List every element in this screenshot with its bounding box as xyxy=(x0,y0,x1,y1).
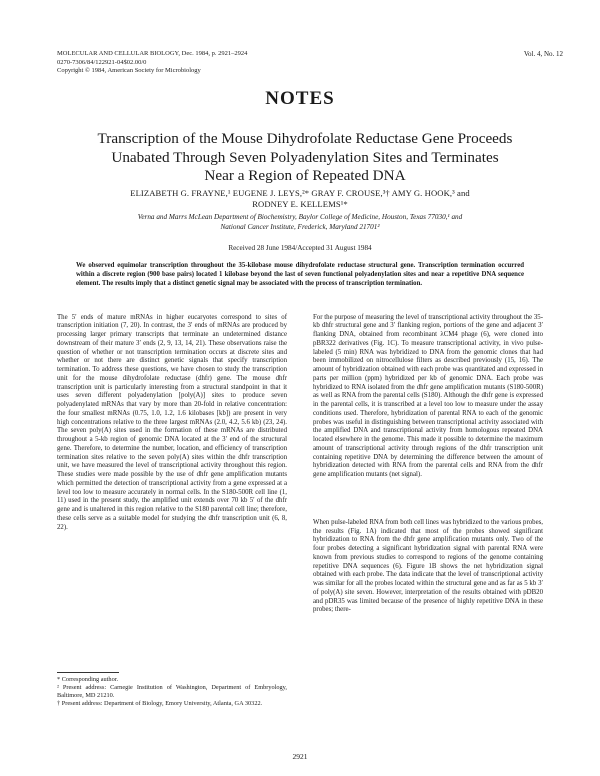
journal-citation-line: MOLECULAR AND CELLULAR BIOLOGY, Dec. 1984, p. 2921–2924 xyxy=(57,50,248,57)
body-paragraph: The 5′ ends of mature mRNAs in higher eucaryotes correspond to sites of transcription initiation (7, 20). In contrast, the 3′ ends of mRNAs are produced by processing larger primary transcripts that terminate an undetermined distance downstream of their mature 3′ ends (2, 9, 13, 14, 21). These observations raise the question of whether or not transcription termination occurs at discrete sites and whether or not there are distinct genetic signals that specify transcription termination. To address these questions, we have chosen to study the transcription unit for the mouse dihydrofolate reductase (dhfr) gene. The mouse dhfr transcription unit is particularly interesting from a structural standpoint in that it uses seven different polyadenylation [poly(A)] sites to produce seven polyadenylated mRNAs that vary by more than 20-fold in relative concentration: the four smallest mRNAs (0.75, 1.0, 1.2, 1.6 kilobases [kb]) are present in very high concentrations relative to the three largest mRNAs (2.0, 4.2, 5.6 kb) (23, 24). The seven poly(A) sites used in the formation of these mRNAs are distributed throughout a 5-kb region of genomic DNA located at the 3′ end of the structural gene. Therefore, to determine the number, location, and efficiency of transcription termination sites relative to the seven poly(A) sites within the dhfr transcription unit, we have measured the level of transcriptional activity throughout this region. These studies were made possible by the use of dhfr gene amplification mutants which permitted the detection of transcriptional activity from a gene expressed at a level too low to measure accurately in normal cells. In the S180-500R cell line (1, 11) used in the present study, the amplified unit extends over 70 kb 5′ of the dhfr gene and is unaltered in this region relative to the S180 parental cell line; therefore, these cells serve as a suitable model for studying the dhfr transcription unit (6, 8, 22). xyxy=(57,313,289,531)
author-line: RODNEY E. KELLEMS¹* xyxy=(252,199,348,209)
received-date: Received 28 June 1984/Accepted 31 August 1984 xyxy=(228,244,372,252)
journal-issn-line: 0270-7306/84/122921-04$02.00/0 xyxy=(57,58,147,66)
title-line: Near a Region of Repeated DNA xyxy=(204,167,406,184)
journal-citation xyxy=(57,50,397,76)
section-heading: NOTES xyxy=(265,88,335,109)
article-title xyxy=(55,130,555,186)
body-column-right xyxy=(313,296,543,633)
affiliation-line: Verna and Marrs McLean Department of Biochemistry, Baylor College of Medicine, Houston, Texas 77030,¹ and xyxy=(137,213,463,221)
title-line: Transcription of the Mouse Dihydrofolate Reductase Gene Proceeds xyxy=(97,130,513,147)
footnotes xyxy=(57,676,287,708)
author-list xyxy=(60,188,540,210)
affiliation-line: National Cancer Institute, Frederick, Maryland 21701² xyxy=(220,223,380,231)
body-column-left xyxy=(57,296,287,550)
journal-copyright-line: Copyright © 1984, American Society for Microbiology xyxy=(57,67,201,74)
abstract: We observed equimolar transcription throughout the 35-kilobase mouse dihydrofolate reductase structural gene. Transcription termination occurred within a discrete region (900 base pairs) located 1 kilobase beyond the last of seven functional polyadenylation sites and near a repetitive DNA sequence element. The results imply that a distinct genetic signal may be associated with the process of transcription termination. xyxy=(76,262,524,287)
footnote: † Present address: Department of Biology, Emory University, Atlanta, GA 30322. xyxy=(57,700,263,707)
body-paragraph: When pulse-labeled RNA from both cell lines was hybridized to the various probes, the results (Fig. 1A) indicated that most of the probes showed significant hybridization to RNA from the dhfr gene amplification mutants only. Two of the four probes detecting a significant hybridization signal with parental RNA were known from previous studies to correspond to regions of the genome containing repetitive DNA sequences (6). Figure 1B shows the net hybridization signal obtained with each probe. The data indicate that the level of transcriptional activity was similar for all the probes located within the structural gene and as far as 5 kb 3′ of poly(A) site seven. However, interpretation of the results obtained with pDB20 and pDR35 was limited because of the presence of highly repetitive DNA in these probes; there- xyxy=(313,518,545,614)
title-line: Unabated Through Seven Polyadenylation Sites and Terminates xyxy=(111,148,499,166)
volume-number: Vol. 4, No. 12 xyxy=(523,50,563,58)
page-number: 2921 xyxy=(292,752,308,761)
footnote-divider xyxy=(57,672,119,673)
author-line: ELIZABETH G. FRAYNE,¹ EUGENE J. LEYS,²* GRAY F. CROUSE,³† AMY G. HOOK,³ and xyxy=(130,188,470,198)
footnote: * Corresponding author. xyxy=(57,676,119,683)
body-paragraph: For the purpose of measuring the level of transcriptional activity throughout the 35-kb dhfr structural gene and 3′ flanking region, portions of the gene and adjacent 3′ flanking DNA, obtained from recombinant λCM4 phage (6), were cloned into pBR322 derivatives (Fig. 1C). To measure transcriptional activity, in vivo pulse-labeled (5 min) RNA was hybridized to DNA from the genomic clones that had been immobilized on nitrocellulose filters as described previously (15, 16). The amount of hybridization obtained with each probe was quantitated and expressed in parts per million (ppm) hybridized per kb of genomic DNA. Each probe was hybridized to RNA isolated from the dhfr gene amplification mutants (S180-500R) as well as RNA from the parental cells (S180). Although the dhfr gene is expressed in the parental cells, it is transcribed at a level too low to measure under the assay conditions used. Therefore, hybridization of parental RNA to each of the genomic probes was useful in distinguishing between transcriptional activity associated with the amplified DNA and transcriptional activity from homologous repeated DNA located elsewhere in the genome. This made it possible to determine the maximum amount of transcriptional activity through regions of the dhfr transcription unit containing repetitive DNA by determining the difference between the amount of hybridization detected with RNA from the parental cells and RNA from the dhfr gene amplification mutants (net signal). xyxy=(313,313,545,478)
footnote: ² Present address: Carnegie Institution of Washington, Department of Embryology, Baltimore, MD 21210. xyxy=(57,684,287,699)
affiliations xyxy=(60,212,540,232)
